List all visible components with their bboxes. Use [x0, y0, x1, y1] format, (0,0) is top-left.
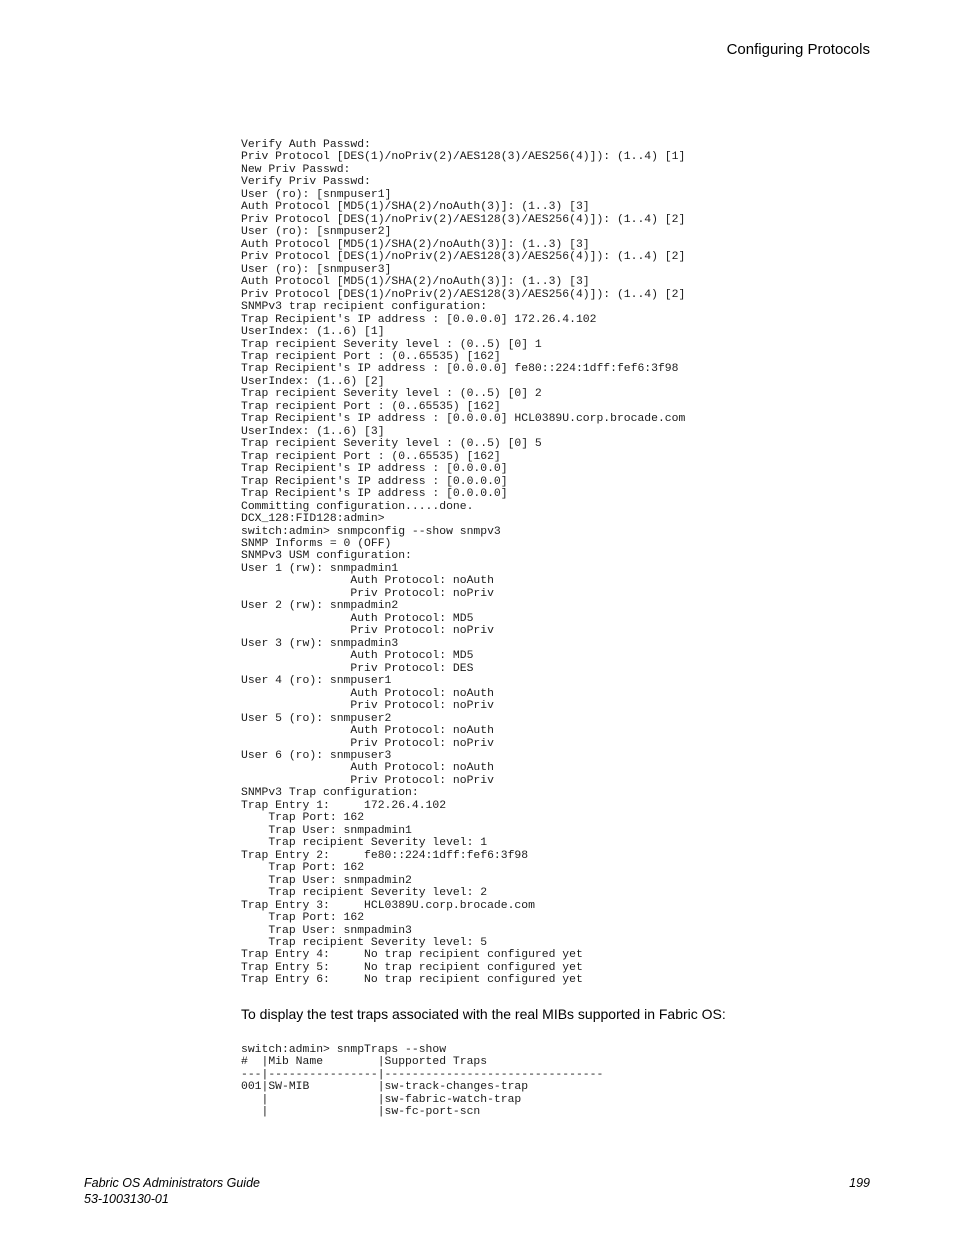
code-line: Verify Auth Passwd:	[241, 139, 371, 151]
body-paragraph: To display the test traps associated with the real MIBs supported in Fabric OS:	[241, 1006, 726, 1022]
code-line: Priv Protocol [DES(1)/noPriv(2)/AES128(3)/AES256(4)]): (1..4) [1]	[241, 151, 686, 164]
code-line: # |Mib Name |Supported Traps	[241, 1056, 488, 1069]
code-line: 001|SW-MIB |sw-track-changes-trap	[241, 1081, 529, 1094]
code-line: User (ro): [snmpuser1]	[241, 188, 392, 201]
code-line: New Priv Passwd:	[241, 163, 351, 176]
code-line: | |sw-fc-port-scn	[241, 1106, 481, 1119]
code-line: Trap recipient Port : (0..65535) [162]	[241, 400, 501, 413]
code-line: Priv Protocol [DES(1)/noPriv(2)/AES128(3)/AES256(4)]): (1..4) [2]	[241, 288, 686, 301]
code-line: SNMPv3 USM configuration:	[241, 550, 412, 563]
code-line: Auth Protocol: MD5	[241, 612, 474, 625]
code-line: Trap recipient Port : (0..65535) [162]	[241, 350, 501, 363]
code-line: Trap recipient Severity level: 5	[241, 937, 488, 949]
code-line: UserIndex: (1..6) [3]	[241, 425, 385, 438]
cli-output-snmptraps	[241, 1044, 603, 1119]
code-line: Priv Protocol: noPriv	[241, 700, 494, 713]
code-line: Priv Protocol [DES(1)/noPriv(2)/AES128(3)/AES256(4)]): (1..4) [2]	[241, 251, 686, 264]
code-line: Trap recipient Port : (0..65535) [162]	[241, 450, 501, 463]
code-line: User 4 (ro): snmpuser1	[241, 675, 392, 688]
code-line: Trap Entry 3: HCL0389U.corp.brocade.com	[241, 899, 535, 912]
cli-output-snmpv3-config	[241, 139, 685, 987]
code-line: Trap User: snmpadmin2	[241, 874, 412, 887]
code-line: Trap Port: 162	[241, 862, 365, 875]
footer-doc-number: 53-1003130-01	[84, 1192, 169, 1206]
code-line: Trap Entry 1: 172.26.4.102	[241, 799, 447, 812]
code-line: Priv Protocol: noPriv	[241, 737, 494, 750]
footer-guide-title: Fabric OS Administrators Guide	[84, 1176, 260, 1190]
code-line: Auth Protocol: noAuth	[241, 762, 494, 775]
code-line: UserIndex: (1..6) [1]	[241, 326, 385, 339]
code-line: Priv Protocol: noPriv	[241, 774, 494, 787]
code-line: Trap recipient Severity level: 2	[241, 887, 488, 900]
code-line: DCX_128:FID128:admin>	[241, 513, 385, 526]
code-line: Trap recipient Severity level : (0..5) [0] 5	[241, 438, 542, 451]
code-line: switch:admin> snmpTraps --show	[241, 1044, 447, 1056]
code-line: Trap recipient Severity level : (0..5) [0] 1	[241, 338, 542, 351]
code-line: Auth Protocol: MD5	[241, 650, 474, 663]
code-line: Auth Protocol: noAuth	[241, 687, 494, 700]
code-line: Trap Entry 4: No trap recipient configured yet	[241, 949, 583, 962]
code-line: Trap Recipient's IP address : [0.0.0.0]	[241, 475, 508, 488]
code-line: Trap Recipient's IP address : [0.0.0.0] fe80::224:1dff:fef6:3f98	[241, 363, 679, 376]
code-line: User 5 (ro): snmpuser2	[241, 712, 392, 725]
code-line: Trap Entry 2: fe80::224:1dff:fef6:3f98	[241, 849, 529, 862]
code-line: Trap Recipient's IP address : [0.0.0.0]	[241, 463, 508, 476]
code-line: Trap Entry 5: No trap recipient configured yet	[241, 961, 583, 974]
code-line: SNMPv3 trap recipient configuration:	[241, 301, 488, 314]
code-line: Trap User: snmpadmin3	[241, 924, 412, 937]
code-line: User 6 (ro): snmpuser3	[241, 749, 392, 762]
code-line: User (ro): [snmpuser3]	[241, 263, 392, 276]
code-line: Auth Protocol [MD5(1)/SHA(2)/noAuth(3)]: (1..3) [3]	[241, 238, 590, 251]
code-line: Trap recipient Severity level : (0..5) [0] 2	[241, 388, 542, 401]
code-line: Trap Recipient's IP address : [0.0.0.0] HCL0389U.corp.brocade.com	[241, 413, 686, 426]
code-line: switch:admin> snmpconfig --show snmpv3	[241, 525, 501, 538]
code-line: Trap Port: 162	[241, 812, 365, 825]
code-line: Priv Protocol: noPriv	[241, 625, 494, 638]
code-line: Auth Protocol: noAuth	[241, 725, 494, 738]
code-line: ---|----------------|--------------------------------	[241, 1068, 604, 1081]
code-line: Trap Recipient's IP address : [0.0.0.0] 172.26.4.102	[241, 313, 597, 326]
footer-page-number: 199	[849, 1176, 870, 1190]
code-line: SNMP Informs = 0 (OFF)	[241, 538, 392, 550]
footer-document-info	[84, 1175, 260, 1207]
code-line: Committing configuration.....done.	[241, 500, 474, 513]
code-line: | |sw-fabric-watch-trap	[241, 1093, 522, 1106]
page-header-title: Configuring Protocols	[726, 41, 870, 58]
code-line: User (ro): [snmpuser2]	[241, 226, 392, 239]
code-line: Priv Protocol: noPriv	[241, 587, 494, 600]
code-line: User 3 (rw): snmpadmin3	[241, 637, 399, 650]
code-line: Priv Protocol [DES(1)/noPriv(2)/AES128(3)/AES256(4)]): (1..4) [2]	[241, 213, 686, 226]
code-line: Auth Protocol [MD5(1)/SHA(2)/noAuth(3)]: (1..3) [3]	[241, 201, 590, 214]
code-line: User 2 (rw): snmpadmin2	[241, 600, 399, 613]
code-line: Auth Protocol [MD5(1)/SHA(2)/noAuth(3)]: (1..3) [3]	[241, 276, 590, 289]
code-line: Trap Recipient's IP address : [0.0.0.0]	[241, 488, 508, 501]
code-line: SNMPv3 Trap configuration:	[241, 787, 419, 800]
code-line: Trap Entry 6: No trap recipient configured yet	[241, 974, 583, 987]
code-line: Trap User: snmpadmin1	[241, 824, 412, 837]
code-line: User 1 (rw): snmpadmin1	[241, 562, 399, 575]
code-line: Trap Port: 162	[241, 912, 365, 925]
code-line: Trap recipient Severity level: 1	[241, 837, 488, 850]
code-line: UserIndex: (1..6) [2]	[241, 375, 385, 388]
code-line: Verify Priv Passwd:	[241, 176, 371, 189]
code-line: Auth Protocol: noAuth	[241, 575, 494, 588]
code-line: Priv Protocol: DES	[241, 662, 474, 675]
